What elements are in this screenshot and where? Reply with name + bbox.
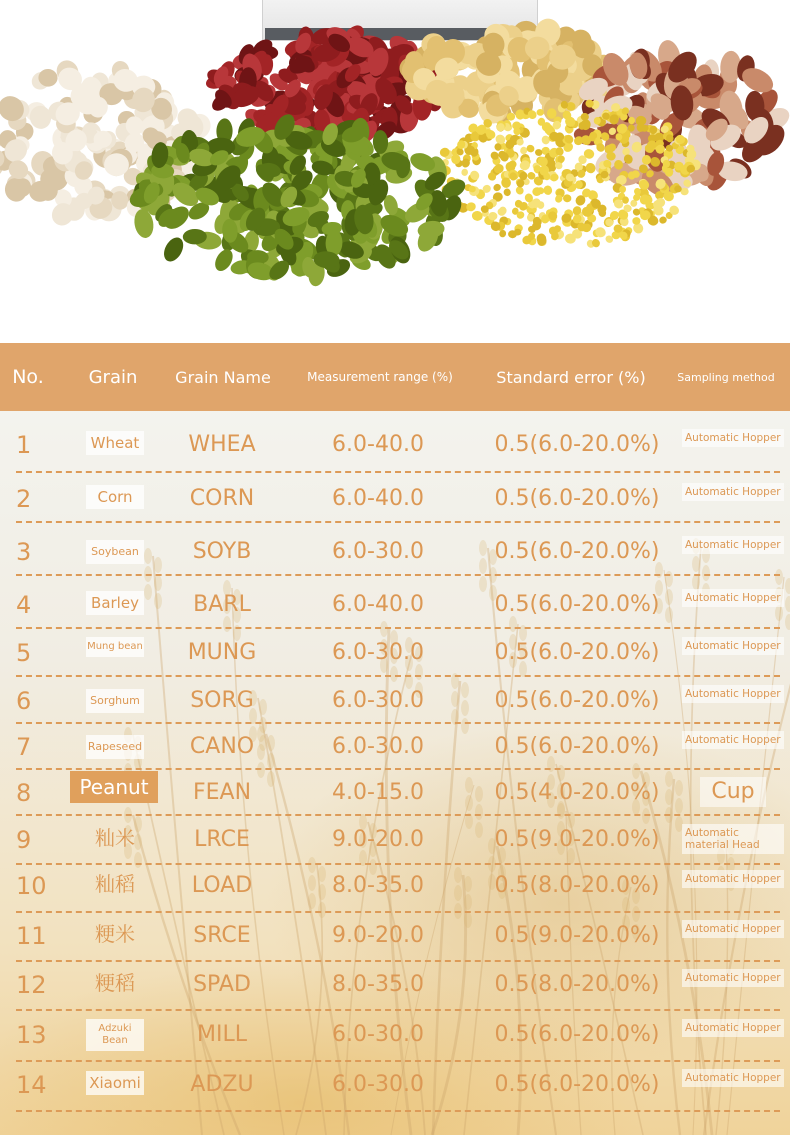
header-no: No. xyxy=(12,366,44,388)
grain-label: Wheat xyxy=(86,431,144,455)
row-divider xyxy=(16,814,780,816)
row-number: 12 xyxy=(16,971,47,999)
row-number: 10 xyxy=(16,872,47,900)
measurement-range: 6.0-40.0 xyxy=(332,486,424,511)
header-sampling-method: Sampling method xyxy=(677,370,775,384)
grain-code: CANO xyxy=(189,734,255,759)
sampling-method: Automatic Hopper xyxy=(682,483,784,501)
measurement-range: 6.0-40.0 xyxy=(332,592,424,617)
row-number: 3 xyxy=(16,538,32,566)
measurement-range: 6.0-30.0 xyxy=(332,688,424,713)
header-standard-error: Standard error (%) xyxy=(496,367,646,387)
standard-error: 0.5(6.0-20.0%) xyxy=(494,592,660,617)
sampling-method: Automatic Hopper xyxy=(682,969,784,987)
grain-code: SOYB xyxy=(192,539,252,564)
sampling-method: Automatic Hopper xyxy=(682,429,784,447)
header-grain-name: Grain Name xyxy=(175,367,271,387)
sampling-method: Automatic material Head xyxy=(682,824,784,854)
mung-bean-pile xyxy=(127,111,469,288)
grain-label: 籼米 xyxy=(95,826,135,850)
grain-label: Sorghum xyxy=(86,689,144,713)
grain-label: 粳稻 xyxy=(95,971,135,995)
row-number: 4 xyxy=(16,591,32,619)
table-header xyxy=(0,343,790,411)
header-measurement-range: Measurement range (%) xyxy=(307,370,453,384)
grain-code: MILL xyxy=(197,1022,247,1047)
grain-code: SRCE xyxy=(193,923,251,948)
grain-label: Xiaomi xyxy=(86,1071,144,1095)
grain-label: Peanut xyxy=(70,771,158,803)
row-divider xyxy=(16,471,780,473)
standard-error: 0.5(6.0-20.0%) xyxy=(494,539,660,564)
measurement-range: 6.0-30.0 xyxy=(332,734,424,759)
sampling-method: Automatic Hopper xyxy=(682,637,784,655)
row-number: 13 xyxy=(16,1021,47,1049)
row-number: 2 xyxy=(16,485,32,513)
sampling-method: Automatic Hopper xyxy=(682,685,784,703)
grain-label: Corn xyxy=(86,485,144,509)
standard-error: 0.5(6.0-20.0%) xyxy=(494,1072,660,1097)
spec-table xyxy=(0,343,790,1135)
row-divider xyxy=(16,768,780,770)
standard-error: 0.5(9.0-20.0%) xyxy=(494,923,660,948)
grain-photo xyxy=(0,0,790,343)
measurement-range: 8.0-35.0 xyxy=(332,972,424,997)
grain-code: WHEA xyxy=(188,432,256,457)
grain-code: SORG xyxy=(190,688,254,713)
grain-label: 粳米 xyxy=(95,922,135,946)
standard-error: 0.5(6.0-20.0%) xyxy=(494,432,660,457)
grain-label: Adzuki Bean xyxy=(86,1019,144,1051)
row-divider xyxy=(16,675,780,677)
row-divider xyxy=(16,1110,780,1112)
standard-error: 0.5(6.0-20.0%) xyxy=(494,486,660,511)
row-number: 9 xyxy=(16,826,32,854)
grain-label: Soybean xyxy=(86,540,144,564)
grain-code: MUNG xyxy=(187,640,257,665)
row-divider xyxy=(16,521,780,523)
row-divider xyxy=(16,1060,780,1062)
row-divider xyxy=(16,1009,780,1011)
standard-error: 0.5(6.0-20.0%) xyxy=(494,734,660,759)
header-grain: Grain xyxy=(88,366,138,388)
row-number: 6 xyxy=(16,687,32,715)
grain-label: Rapeseed xyxy=(86,735,144,759)
grain-code: ADZU xyxy=(190,1072,254,1097)
row-number: 11 xyxy=(16,922,47,950)
row-number: 5 xyxy=(16,639,32,667)
measurement-range: 6.0-30.0 xyxy=(332,1072,424,1097)
sampling-method: Automatic Hopper xyxy=(682,870,784,888)
row-number: 8 xyxy=(16,779,32,807)
sampling-method: Automatic Hopper xyxy=(682,536,784,554)
grain-label: 籼稻 xyxy=(95,872,135,896)
row-divider xyxy=(16,863,780,865)
grain-code: BARL xyxy=(193,592,251,617)
grain-code: SPAD xyxy=(193,972,251,997)
row-number: 1 xyxy=(16,431,32,459)
standard-error: 0.5(9.0-20.0%) xyxy=(494,827,660,852)
standard-error: 0.5(4.0-20.0%) xyxy=(494,780,660,805)
row-divider xyxy=(16,722,780,724)
grain-label: Mung bean xyxy=(86,637,144,657)
sampling-method: Automatic Hopper xyxy=(682,920,784,938)
grain-code: LOAD xyxy=(191,873,253,898)
row-number: 7 xyxy=(16,733,32,761)
measurement-range: 6.0-30.0 xyxy=(332,539,424,564)
grain-label: Barley xyxy=(86,591,144,615)
grain-code: CORN xyxy=(189,486,255,511)
grain-code: LRCE xyxy=(194,827,250,852)
sampling-method: Automatic Hopper xyxy=(682,1069,784,1087)
sampling-method: Cup xyxy=(700,777,766,807)
row-divider xyxy=(16,627,780,629)
standard-error: 0.5(8.0-20.0%) xyxy=(494,972,660,997)
measurement-range: 8.0-35.0 xyxy=(332,873,424,898)
row-number: 14 xyxy=(16,1071,47,1099)
standard-error: 0.5(8.0-20.0%) xyxy=(494,873,660,898)
sampling-method: Automatic Hopper xyxy=(682,731,784,749)
grain-code: FEAN xyxy=(192,780,252,805)
row-divider xyxy=(16,960,780,962)
measurement-range: 6.0-30.0 xyxy=(332,1022,424,1047)
sampling-method: Automatic Hopper xyxy=(682,1019,784,1037)
sampling-method: Automatic Hopper xyxy=(682,589,784,607)
measurement-range: 6.0-40.0 xyxy=(332,432,424,457)
grain-piles-illustration xyxy=(0,0,790,343)
standard-error: 0.5(6.0-20.0%) xyxy=(494,1022,660,1047)
measurement-range: 6.0-30.0 xyxy=(332,640,424,665)
row-divider xyxy=(16,911,780,913)
standard-error: 0.5(6.0-20.0%) xyxy=(494,688,660,713)
measurement-range: 9.0-20.0 xyxy=(332,827,424,852)
measurement-range: 4.0-15.0 xyxy=(332,780,424,805)
row-divider xyxy=(16,574,780,576)
standard-error: 0.5(6.0-20.0%) xyxy=(494,640,660,665)
measurement-range: 9.0-20.0 xyxy=(332,923,424,948)
